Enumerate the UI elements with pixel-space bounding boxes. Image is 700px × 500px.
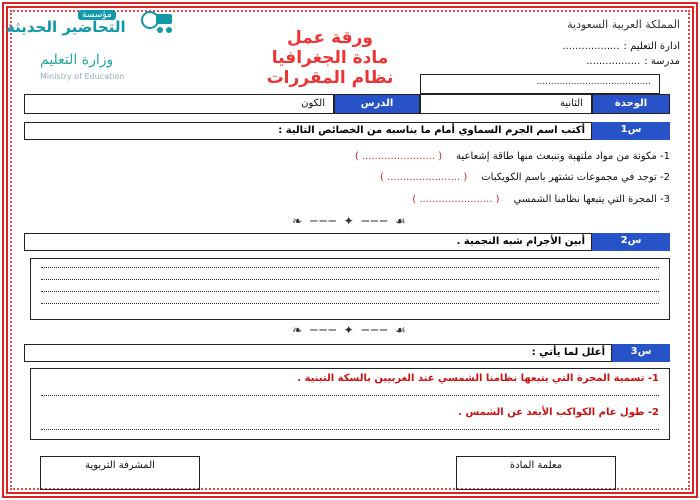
supervisor-label: المشرفة التربوية — [85, 460, 155, 471]
q1-item-3 — [412, 194, 670, 205]
education-admin-field[interactable]: .................. — [562, 41, 620, 52]
q1-item-1-blank[interactable]: ( ....................... ) — [354, 151, 443, 162]
q1-item-3-blank[interactable]: ( ....................... ) — [412, 194, 500, 205]
teacher-label: معلمة المادة — [509, 460, 563, 471]
question-3-tag: س3 — [612, 344, 670, 362]
ornamental-divider: ❧ ─── ✦ ─── ☙ — [292, 214, 408, 228]
q1-item-3-text: 3- المجرة التي يتبعها نظامنا الشمسي — [513, 194, 670, 205]
title-line-3: نظام المقررات — [266, 68, 394, 88]
q1-item-2 — [380, 172, 670, 183]
ministry-logo: وزارة التعليم — [40, 52, 114, 68]
q3-item-1: 1- تسمية المجرة التي يتبعها نظامنا الشمسي عند الغربيين بالسكة التبنية . — [297, 373, 659, 384]
teacher-signature-box[interactable] — [456, 456, 616, 490]
question-2-tag: س2 — [592, 233, 670, 251]
q1-item-1 — [355, 151, 670, 162]
q1-item-1-text: 1- مكونة من مواد ملتهبة وتنبعث منها طاقة إشعاعية — [456, 151, 670, 162]
brand-badge: مؤسسة — [78, 10, 116, 20]
unit-label: الوحدة — [592, 94, 670, 114]
unit-value[interactable]: الثانية — [420, 94, 592, 114]
question-1-prompt: أكتب اسم الجرم السماوي أمام ما يناسبه من الخصائص التالية : — [24, 122, 592, 140]
q1-item-2-text: 2- توجد في مجموعات تشتهر باسم الكويكبات — [481, 172, 670, 183]
answer-line[interactable] — [41, 395, 659, 396]
answer-line — [41, 267, 659, 268]
brand-name: التحاضير الحديثة — [6, 18, 126, 36]
question-2-prompt: أبين الأجرام شبه النجمية . — [24, 233, 592, 251]
q2-answer-area[interactable] — [30, 258, 670, 320]
school-field[interactable]: ................. — [586, 56, 641, 67]
q1-item-2-blank[interactable]: ( ....................... ) — [379, 172, 468, 183]
kingdom-calligraphy: المملكة العربية السعودية — [567, 18, 680, 31]
title-line-1: ورقة عمل — [287, 28, 373, 48]
student-name-field[interactable] — [420, 74, 660, 94]
student-name-dots: ........................................ — [536, 77, 651, 87]
education-admin-label: ادارة التعليم : — [623, 41, 680, 52]
supervisor-signature-box[interactable] — [40, 456, 200, 490]
ornamental-divider: ❧ ─── ✦ ─── ☙ — [292, 323, 408, 337]
answer-line — [41, 291, 659, 292]
question-1-tag: س1 — [592, 122, 670, 140]
answer-line — [41, 279, 659, 280]
title-line-2: مادة الجغرافيا — [271, 48, 389, 68]
brand-logo-icon — [140, 8, 176, 38]
q3-item-2: 2- طول عام الكواكب الأبعد عن الشمس . — [458, 407, 659, 418]
worksheet-title — [220, 28, 440, 88]
lesson-value[interactable]: الكون — [24, 94, 334, 114]
question-3-prompt: أعلل لما يأتي : — [24, 344, 612, 362]
ministry-subtitle: Ministry of Education — [40, 72, 125, 81]
lesson-label: الدرس — [334, 94, 420, 114]
school-label: مدرسة : — [644, 56, 680, 67]
header-info — [450, 18, 680, 69]
answer-line — [41, 303, 659, 304]
answer-line[interactable] — [41, 429, 659, 430]
q3-answer-area — [30, 368, 670, 440]
